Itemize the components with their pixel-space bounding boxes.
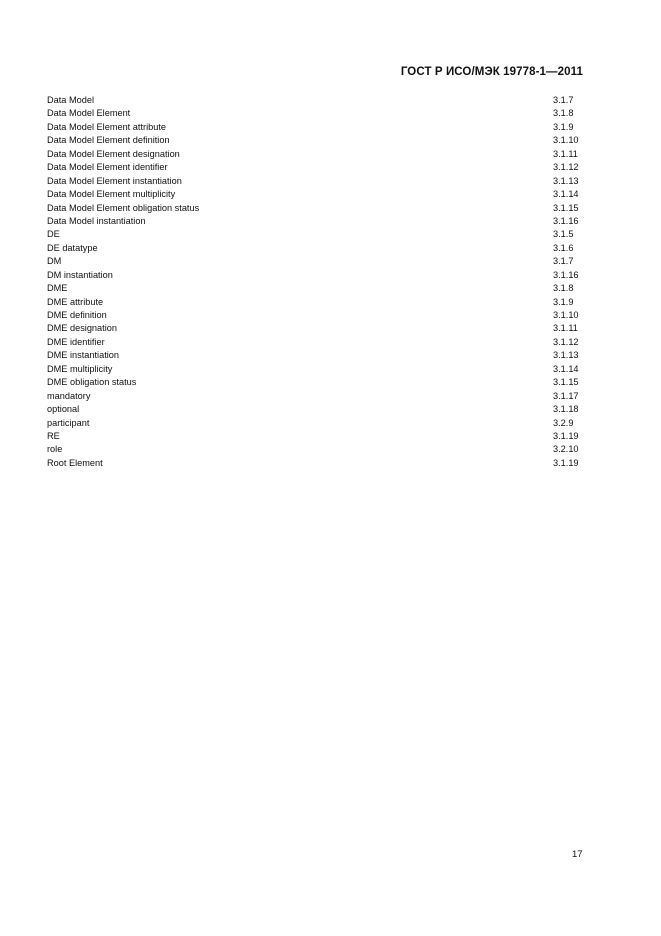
index-term: DM xyxy=(47,256,62,267)
index-term: DM instantiation xyxy=(47,269,113,280)
index-term: Data Model Element obligation status xyxy=(47,202,200,213)
index-entry xyxy=(47,255,583,268)
index-entry xyxy=(47,121,583,134)
index-entry xyxy=(47,417,583,430)
index-term: Data Model Element designation xyxy=(47,148,180,159)
index-section-ref: 3.1.12 xyxy=(553,336,579,347)
index-entry xyxy=(47,322,583,335)
index-term: DME xyxy=(47,283,68,294)
index-entry xyxy=(47,390,583,403)
index-section-ref: 3.1.8 xyxy=(553,283,574,294)
index-entry xyxy=(47,148,583,161)
index-entry xyxy=(47,403,583,416)
index-section-ref: 3.1.15 xyxy=(553,202,579,213)
index-section-ref: 3.1.7 xyxy=(553,256,574,267)
index-section-ref: 3.1.6 xyxy=(553,242,574,253)
page-header-standard-id: ГОСТ Р ИСО/МЭК 19778-1—2011 xyxy=(400,66,583,78)
index-section-ref: 3.1.13 xyxy=(553,350,579,361)
index-section-ref: 3.1.7 xyxy=(553,95,574,105)
index-section-ref: 3.1.19 xyxy=(553,430,579,441)
index-entry xyxy=(47,161,583,174)
index-entry xyxy=(47,242,583,255)
index-entry xyxy=(47,363,583,376)
index-section-ref: 3.1.5 xyxy=(553,229,574,240)
index-section-ref: 3.1.9 xyxy=(553,121,574,132)
index-list xyxy=(47,94,583,470)
index-entry xyxy=(47,215,583,228)
index-term: DME attribute xyxy=(47,296,104,307)
index-term: optional xyxy=(47,404,80,415)
index-term: DME identifier xyxy=(47,336,105,347)
index-section-ref: 3.1.11 xyxy=(553,323,578,334)
page-number: 17 xyxy=(572,849,583,860)
index-term: Data Model Element multiplicity xyxy=(47,189,176,200)
index-term: Data Model Element definition xyxy=(47,135,170,146)
index-section-ref: 3.1.10 xyxy=(553,310,579,320)
index-entry xyxy=(47,134,583,147)
index-entry xyxy=(47,282,583,295)
index-entry xyxy=(47,269,583,282)
index-section-ref: 3.1.14 xyxy=(553,189,579,200)
index-term: Data Model xyxy=(47,95,94,105)
index-section-ref: 3.1.16 xyxy=(553,269,579,280)
index-entry xyxy=(47,430,583,443)
index-term: DME definition xyxy=(47,310,107,320)
index-entry xyxy=(47,457,583,470)
index-section-ref: 3.2.9 xyxy=(553,417,574,428)
index-term: Data Model Element attribute xyxy=(47,121,166,132)
index-term: DME designation xyxy=(47,323,117,334)
index-entry xyxy=(47,309,583,322)
index-term: mandatory xyxy=(47,390,91,401)
index-section-ref: 3.1.17 xyxy=(553,390,579,401)
index-entry xyxy=(47,228,583,241)
index-term: DE datatype xyxy=(47,242,98,253)
index-term: DE xyxy=(47,229,60,240)
index-term: Data Model Element instantiation xyxy=(47,175,182,186)
index-entry xyxy=(47,202,583,215)
index-entry xyxy=(47,443,583,456)
index-section-ref: 3.2.10 xyxy=(553,444,579,455)
index-term: Data Model Element identifier xyxy=(47,162,168,173)
index-entry xyxy=(47,107,583,120)
index-section-ref: 3.1.16 xyxy=(553,215,579,226)
index-term: role xyxy=(47,444,63,455)
index-entry xyxy=(47,376,583,389)
index-section-ref: 3.1.13 xyxy=(553,175,579,186)
index-entry xyxy=(47,188,583,201)
index-section-ref: 3.1.15 xyxy=(553,377,579,388)
index-term: Root Element xyxy=(47,457,103,468)
index-section-ref: 3.1.18 xyxy=(553,404,579,415)
index-entry xyxy=(47,175,583,188)
index-section-ref: 3.1.19 xyxy=(553,457,579,468)
index-term: DME instantiation xyxy=(47,350,120,361)
index-section-ref: 3.1.10 xyxy=(553,135,579,146)
index-entry xyxy=(47,296,583,309)
index-section-ref: 3.1.11 xyxy=(553,148,578,159)
index-entry xyxy=(47,349,583,362)
index-term: Data Model instantiation xyxy=(47,215,146,226)
index-section-ref: 3.1.9 xyxy=(553,296,574,307)
index-section-ref: 3.1.12 xyxy=(553,162,579,173)
index-term: DME multiplicity xyxy=(47,363,113,374)
index-section-ref: 3.1.8 xyxy=(553,108,574,119)
index-term: DME obligation status xyxy=(47,377,137,388)
index-term: RE xyxy=(47,430,60,441)
index-entry xyxy=(47,336,583,349)
index-term: participant xyxy=(47,417,90,428)
index-section-ref: 3.1.14 xyxy=(553,363,579,374)
index-term: Data Model Element xyxy=(47,108,131,119)
index-entry xyxy=(47,94,583,107)
